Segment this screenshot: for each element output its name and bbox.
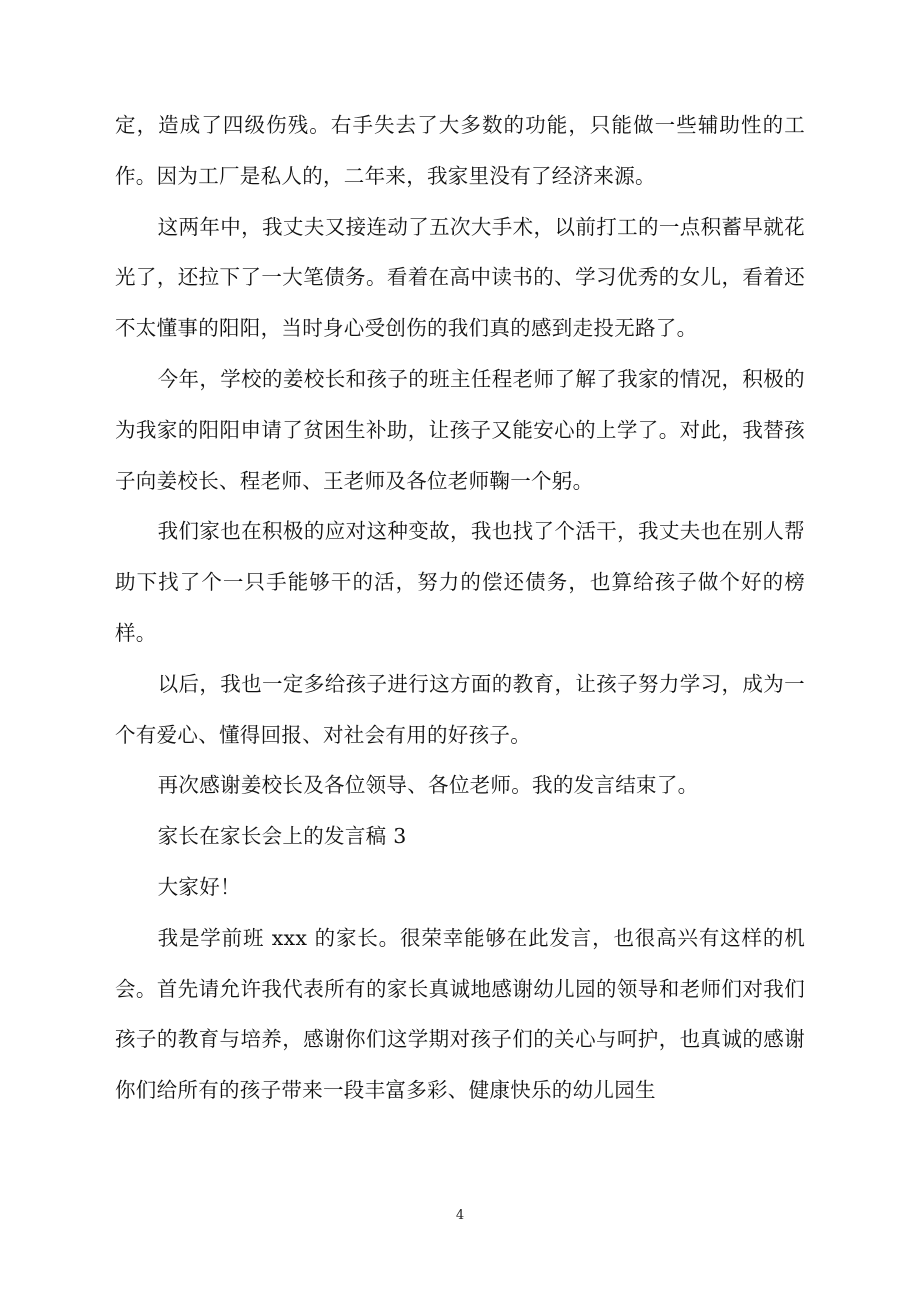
- paragraph-5: 以后，我也一定多给孩子进行这方面的教育，让孩子努力学习，成为一个有爱心、懂得回报、对社会有用的好孩子。: [115, 671, 805, 747]
- document-body: [115, 100, 805, 1116]
- paragraph-9: 我是学前班 xxx 的家长。很荣幸能够在此发言，也很高兴有这样的机会。首先请允许我代表所有的家长真诚地感谢幼儿园的领导和老师们对我们孩子的教育与培养，感谢你们这学期对孩子们的关心与呵护，也真诚的感谢你们给所有的孩子带来一段丰富多彩、健康快乐的幼儿园生: [115, 925, 805, 1103]
- paragraph-1: 定，造成了四级伤残。右手失去了大多数的功能，只能做一些辅助性的工作。因为工厂是私人的，二年来，我家里没有了经济来源。: [115, 113, 805, 188]
- section-heading: 家长在家长会上的发言稿 3: [157, 824, 407, 849]
- paragraph-2: 这两年中，我丈夫又接连动了五次大手术，以前打工的一点积蓄早就花光了，还拉下了一大笔债务。看着在高中读书的、学习优秀的女儿，看着还不太懂事的阳阳，当时身心受创伤的我们真的感到走投无路了。: [115, 214, 805, 341]
- page-number: 4: [455, 1208, 465, 1223]
- greeting: 大家好！: [157, 874, 241, 899]
- paragraph-4: 我们家也在积极的应对这种变故，我也找了个活干，我丈夫也在别人帮助下找了个一只手能够干的活，努力的偿还债务，也算给孩子做个好的榜样。: [115, 519, 805, 645]
- paragraph-3: 今年，学校的姜校长和孩子的班主任程老师了解了我家的情况，积极的为我家的阳阳申请了贫困生补助，让孩子又能安心的上学了。对此，我替孩子向姜校长、程老师、王老师及各位老师鞠一个躬。: [115, 366, 805, 493]
- paragraph-6: 再次感谢姜校长及各位领导、各位老师。我的发言结束了。: [157, 773, 699, 798]
